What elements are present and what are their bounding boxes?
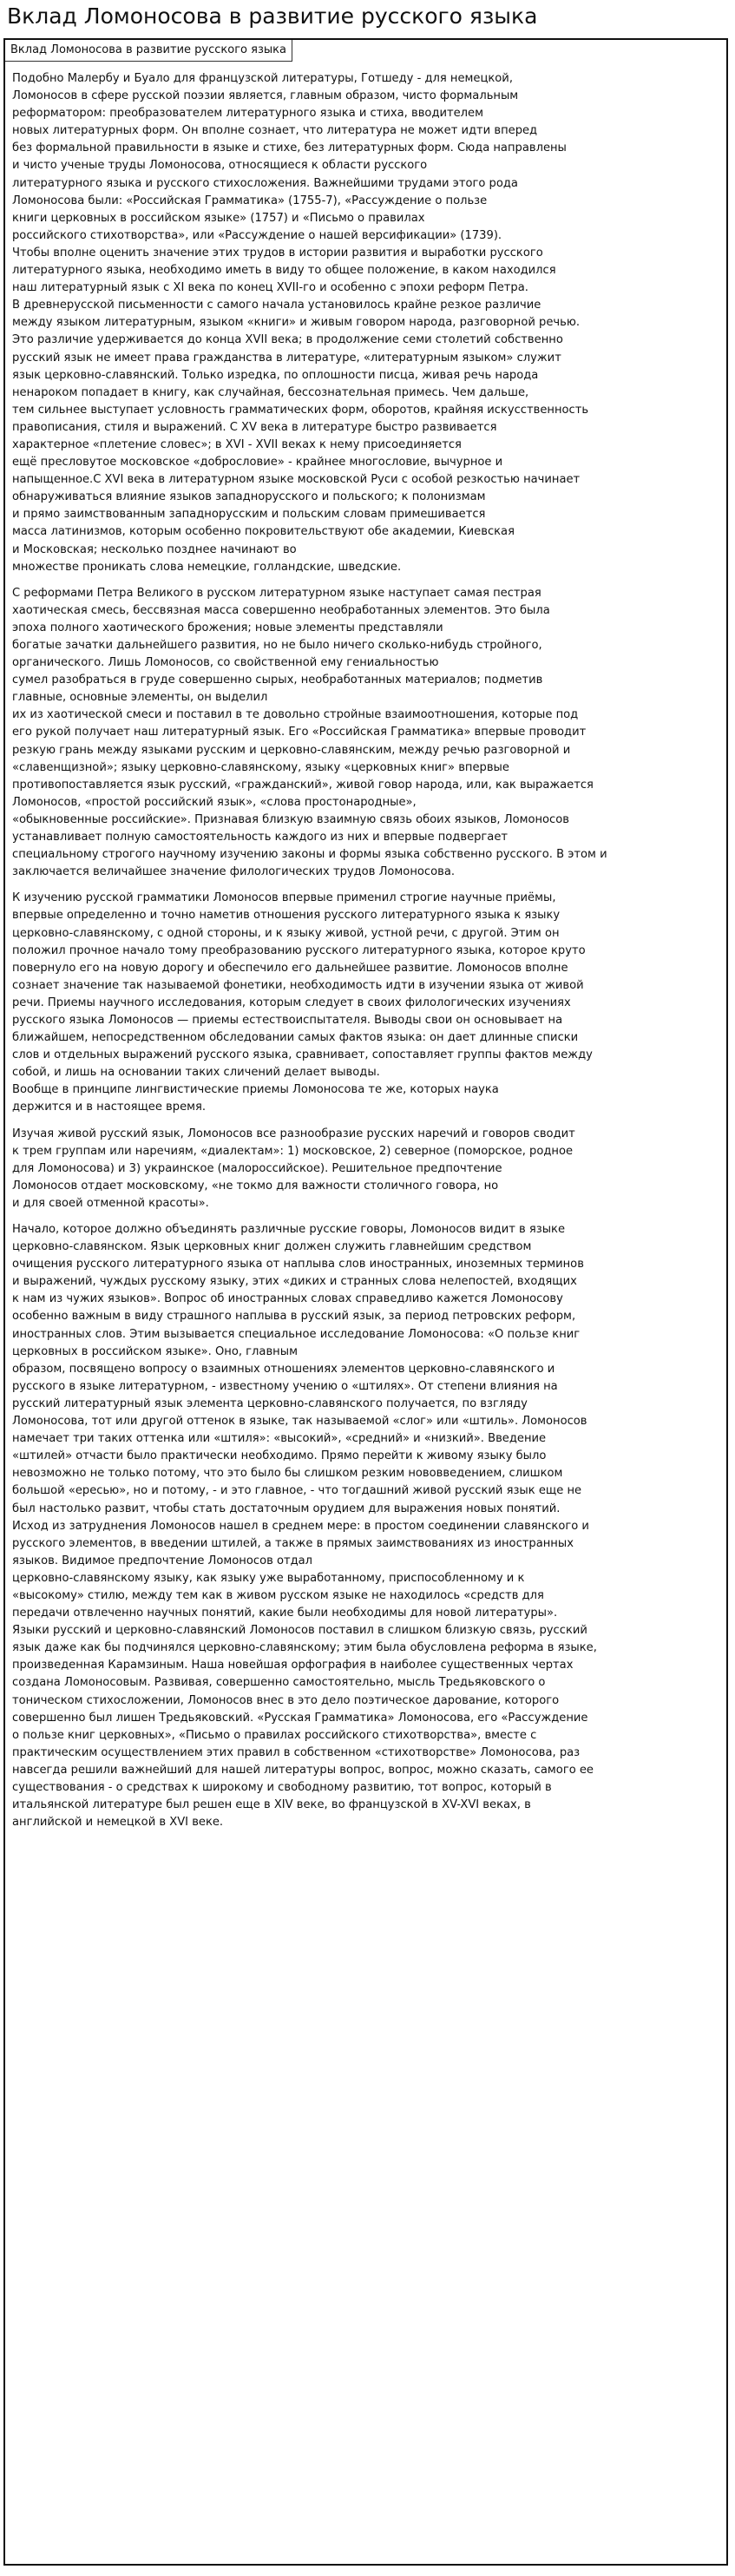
- text-line: эпоха полного хаотического брожения; новые элементы представляли: [12, 621, 443, 634]
- text-line: российского стихотворства», или «Рассуждение о нашей версификации» (1739).: [12, 228, 502, 242]
- text-line: масса латинизмов, которым особенно покровительствуют обе академии, Киевская: [12, 525, 515, 539]
- text-line: специальному строгого научному изучению законы и формы языка собственно русского. В этом и: [12, 848, 607, 862]
- text-line: ещё пресловутое московское «добрословие» - крайнее многословие, вычурное и: [12, 456, 503, 470]
- text-line: и Московская; несколько позднее начинают во: [12, 542, 297, 556]
- text-line: тоническом стихосложении, Ломоносов внес в это дело поэтическое дарование, которого: [12, 1693, 560, 1707]
- text-line: и чисто ученые труды Ломоносова, относящиеся к области русского: [12, 159, 428, 173]
- text-line: был настолько развит, чтобы стать достаточным орудием для выражения новых понятий.: [12, 1502, 561, 1515]
- text-line: и выражений, чуждых русскому языку, этих «диких и странных слова нелепостей, входящих: [12, 1275, 577, 1289]
- text-line: Исход из затруднения Ломоносов нашел в среднем мере: в простом соединении славянского и: [12, 1519, 589, 1533]
- document-tab[interactable]: Вклад Ломоносова в развитие русского языка: [5, 40, 292, 62]
- text-line: языков. Видимое предпочтение Ломоносов отдал: [12, 1554, 313, 1567]
- text-line: очищения русского литературного языка от наплыва слов иностранных, иноземных терминов: [12, 1258, 584, 1272]
- text-line: произведенная Карамзиным. Наша новейшая орфография в наиболее существенных чертах: [12, 1659, 574, 1672]
- text-line: главные, основные элементы, он выделил: [12, 691, 268, 705]
- text-line: слов и отдельных выражений русского языка, сравнивает, сопоставляет группы фактов между: [12, 1048, 593, 1062]
- text-line: намечает три таких оттенка или «штиля»: «высокий», «средний» и «низкий». Введение: [12, 1432, 547, 1446]
- document-frame: [3, 38, 728, 2566]
- text-line: английской и немецкой в XVI веке.: [12, 1816, 224, 1830]
- text-line: положил прочное начало тому преобразованию русского литературного языка, которое круто: [12, 943, 586, 957]
- text-line: Это различие удерживается до конца XVII века; в продолжение семи столетий собственно: [12, 333, 563, 347]
- text-line: множестве проникать слова немецкие, голландские, шведские.: [12, 560, 402, 574]
- text-line: Вообще в принципе лингвистические приемы Ломоносова те же, которых наука: [12, 1083, 499, 1097]
- text-line: заключается величайшее значение филологических трудов Ломоносова.: [12, 865, 456, 879]
- text-line: итальянской литературе был решен еще в XIV веке, во французской в XV-XVI веках, в: [12, 1798, 531, 1812]
- text-line: особенно важным в виду страшного наплыва в русский язык, за период петровских реформ,: [12, 1310, 576, 1324]
- text-line: реформатором: преобразователем литературного языка и стиха, вводителем: [12, 107, 483, 121]
- text-line: церковно-славянскому, с одной стороны, и к языку живой, устной речи, с другой. Этим он: [12, 926, 560, 940]
- text-line: тем сильнее выступает условность грамматических форм, оборотов, крайняя искусственность: [12, 403, 589, 417]
- text-line: Ломоносова, тот или другой оттенок в языке, так называемой «слог» или «штиль». Ломоносов: [12, 1415, 587, 1429]
- text-line: между языком литературным, языком «книги» и живым говором народа, разговорной речью.: [12, 316, 581, 330]
- text-line: русского элементов, в введении штилей, а также в прямых заимствованиях из иностранных: [12, 1536, 574, 1550]
- text-line: невозможно не только потому, что это было бы слишком резким нововведением, слишком: [12, 1467, 563, 1481]
- text-line: Начало, которое должно объединять различные русские говоры, Ломоносов видит в языке: [12, 1223, 566, 1236]
- text-line: навсегда решили важнейший для нашей литературы вопрос, вопрос, можно сказать, самого ее: [12, 1763, 594, 1777]
- paragraph: [12, 70, 719, 576]
- text-line: его рукой получает наш литературный язык. Его «Российская Грамматика» впервые проводит: [12, 726, 587, 739]
- text-line: резкую грань между языками русским и церковно-славянским, между речью разговорной и: [12, 743, 571, 757]
- text-line: церковных в российском языке». Оно, главным: [12, 1344, 298, 1358]
- text-line: церковно-славянскому языку, как языку уже выработанному, приспособленному и к: [12, 1571, 525, 1585]
- text-line: «штилей» отчасти было практически необходимо. Прямо перейти к живому языку было: [12, 1449, 547, 1463]
- text-line: для Ломоносова) и 3) украинское (малороссийское). Решительное предпочтение: [12, 1161, 502, 1175]
- text-line: образом, посвящено вопросу о взаимных отношениях элементов церковно-славянского и: [12, 1362, 555, 1376]
- paragraph: [12, 585, 719, 882]
- text-line: Ломоносов в сфере русской поэзии является, главным образом, чисто формальным: [12, 89, 519, 103]
- text-line: обнаруживаться влияние языков западнорусского и польского; к полонизмам: [12, 490, 486, 504]
- text-line: литературного языка и русского стихосложения. Важнейшими трудами этого рода: [12, 176, 518, 190]
- text-line: собой, и лишь на основании таких сличений делает выводы.: [12, 1066, 380, 1080]
- text-line: ближайшем, непосредственном обследовании самых фактов языка: он дает длинные списки: [12, 1031, 579, 1045]
- text-line: «славенщизной»; языку церковно-славянскому, языку «церковных книг» впервые: [12, 760, 509, 774]
- text-line: русского языка Ломоносов — приемы естествоиспытателя. Выводы свои он основывает на: [12, 1013, 563, 1027]
- text-line: К изучению русской грамматики Ломоносов впервые применил строгие научные приёмы,: [12, 891, 556, 905]
- text-line: к трем группам или наречиям, «диалектам»: 1) московское, 2) северное (поморское, родное: [12, 1144, 574, 1158]
- text-line: совершенно был лишен Тредьяковский. «Русская Грамматика» Ломоносова, его «Рассуждение: [12, 1711, 588, 1725]
- text-line: их из хаотической смеси и поставил в те довольно стройные взаимоотношения, которые под: [12, 708, 579, 722]
- text-line: впервые определенно и точно наметив отношения русского литературного языка к языку: [12, 909, 561, 923]
- paragraph: [12, 1221, 719, 1831]
- text-line: и прямо заимствованным западнорусским и польским словам примешивается: [12, 508, 486, 522]
- text-line: «высокому» стилю, между тем как в живом русском языке не находилось «средств для: [12, 1588, 544, 1602]
- page-title: Вклад Ломоносова в развитие русского языка: [7, 3, 538, 29]
- text-line: ненароком попадает в книгу, как случайная, бессознательная примесь. Чем дальше,: [12, 385, 529, 399]
- text-line: передачи отвлеченно научных понятий, какие были необходимы для новой литературы».: [12, 1607, 558, 1620]
- text-line: Ломоносов, «простой российский язык», «слова простонародные»,: [12, 795, 417, 809]
- text-line: повернуло его на новую дорогу и обеспечило его дальнейшее развитие. Ломоносов вполне: [12, 961, 568, 975]
- text-line: сознает значение так называемой фонетики, необходимость идти в изучении языка от живой: [12, 978, 584, 992]
- text-line: речи. Приемы научного исследования, которым следует в своих филологических изучениях: [12, 996, 571, 1009]
- text-line: и для своей отменной красоты».: [12, 1196, 209, 1210]
- text-line: литературного языка, необходимо иметь в виду то общее положение, в каком находился: [12, 264, 556, 278]
- text-line: Ломоносова были: «Российская Грамматика» (1755-7), «Рассуждение о пользе: [12, 194, 488, 207]
- text-line: органического. Лишь Ломоносов, со свойственной ему гениальностью: [12, 656, 439, 670]
- text-line: хаотическая смесь, бессвязная масса совершенно необработанных элементов. Это была: [12, 603, 550, 617]
- text-line: держится и в настоящее время.: [12, 1101, 207, 1114]
- text-line: устанавливает полную самостоятельность каждого из них и впервые подвергает: [12, 831, 509, 844]
- text-line: «обыкновенные российские». Признавая близкую взаимную связь обоих языков, Ломоносов: [12, 812, 569, 826]
- text-line: В древнерусской письменности с самого начала установилось крайне резкое различие: [12, 299, 541, 312]
- text-line: Подобно Малербу и Буало для французской литературы, Готшеду - для немецкой,: [12, 72, 513, 85]
- text-line: иностранных слов. Этим вызывается специальное исследование Ломоносова: «О пользе книг: [12, 1327, 581, 1341]
- text-line: характерное «плетение словес»; в XVI - XVII веках к нему присоединяется: [12, 437, 462, 451]
- text-line: русского в языке литературном, - известному учению о «штилях». От степени влияния на: [12, 1379, 558, 1393]
- text-line: о пользе книг церковных», «Письмо о правилах российского стихотворства», вместе с: [12, 1728, 537, 1742]
- text-line: большой «ересью», но и потому, - и это главное, - что тогдашний живой русский язык еще не: [12, 1484, 582, 1498]
- text-line: напыщенное.С XVI века в литературном языке московской Руси с особой резкостью начинает: [12, 473, 581, 487]
- text-line: С реформами Петра Великого в русском литературном языке наступает самая пестрая: [12, 586, 541, 600]
- text-line: язык церковно-славянский. Только изредка, по оплошности писца, живая речь народа: [12, 368, 539, 382]
- text-line: к нам из чужих языков». Вопрос об иностранных словах справедливо кажется Ломоносову: [12, 1292, 563, 1306]
- text-line: наш литературный язык с XI века по конец XVII-го и особенно с эпохи реформ Петра.: [12, 281, 528, 295]
- text-line: Ломоносов отдает московскому, «не токмо для важности столичного говора, но: [12, 1179, 499, 1193]
- text-line: без формальной правильности в языке и стихе, без литературных форм. Сюда направлены: [12, 141, 567, 155]
- text-line: Изучая живой русский язык, Ломоносов все разнообразие русских наречий и говоров сводит: [12, 1127, 575, 1140]
- text-line: богатые зачатки дальнейшего развития, но не было ничего сколько-нибудь стройного,: [12, 639, 542, 652]
- text-line: русский язык не имеет права гражданства в литературе, «литературным языком» служит: [12, 351, 561, 365]
- text-line: церковно-славянском. Язык церковных книг должен служить главнейшим средством: [12, 1240, 532, 1254]
- text-line: существования - о средствах к широкому и свободному развитию, тот вопрос, который в: [12, 1781, 552, 1794]
- paragraph: [12, 890, 719, 1116]
- text-line: противопоставляется язык русский, «гражданский», живой говор народа, или, как выражается: [12, 778, 594, 792]
- text-line: книги церковных в российском языке» (1757) и «Письмо о правилах: [12, 211, 425, 225]
- text-line: русский литературный язык элемента церковно-славянского получается, по взгляду: [12, 1396, 528, 1410]
- document-body: [5, 62, 726, 1831]
- text-line: Чтобы вполне оценить значение этих трудов в истории развития и выработки русского: [12, 246, 543, 260]
- text-line: правописания, стиля и выражений. С XV века в литературе быстро развивается: [12, 420, 497, 434]
- text-line: новых литературных форм. Он вполне сознает, что литература не может идти вперед: [12, 124, 538, 138]
- text-line: Языки русский и церковно-славянский Ломоносов поставил в слишком близкую связь, русский: [12, 1624, 587, 1638]
- paragraph: [12, 1126, 719, 1212]
- text-line: практическим осуществлением этих правил в собственном «стихотворстве» Ломоносова, раз: [12, 1745, 581, 1759]
- text-line: язык даже как бы подчинялся церковно-славянскому; этим была обусловлена реформа в языке,: [12, 1641, 597, 1655]
- text-line: сумел разобраться в груде совершенно сырых, необработанных материалов; подметив: [12, 674, 543, 687]
- text-line: создана Ломоносовым. Развивая, совершенно самостоятельно, мысль Тредьяковского о: [12, 1676, 546, 1690]
